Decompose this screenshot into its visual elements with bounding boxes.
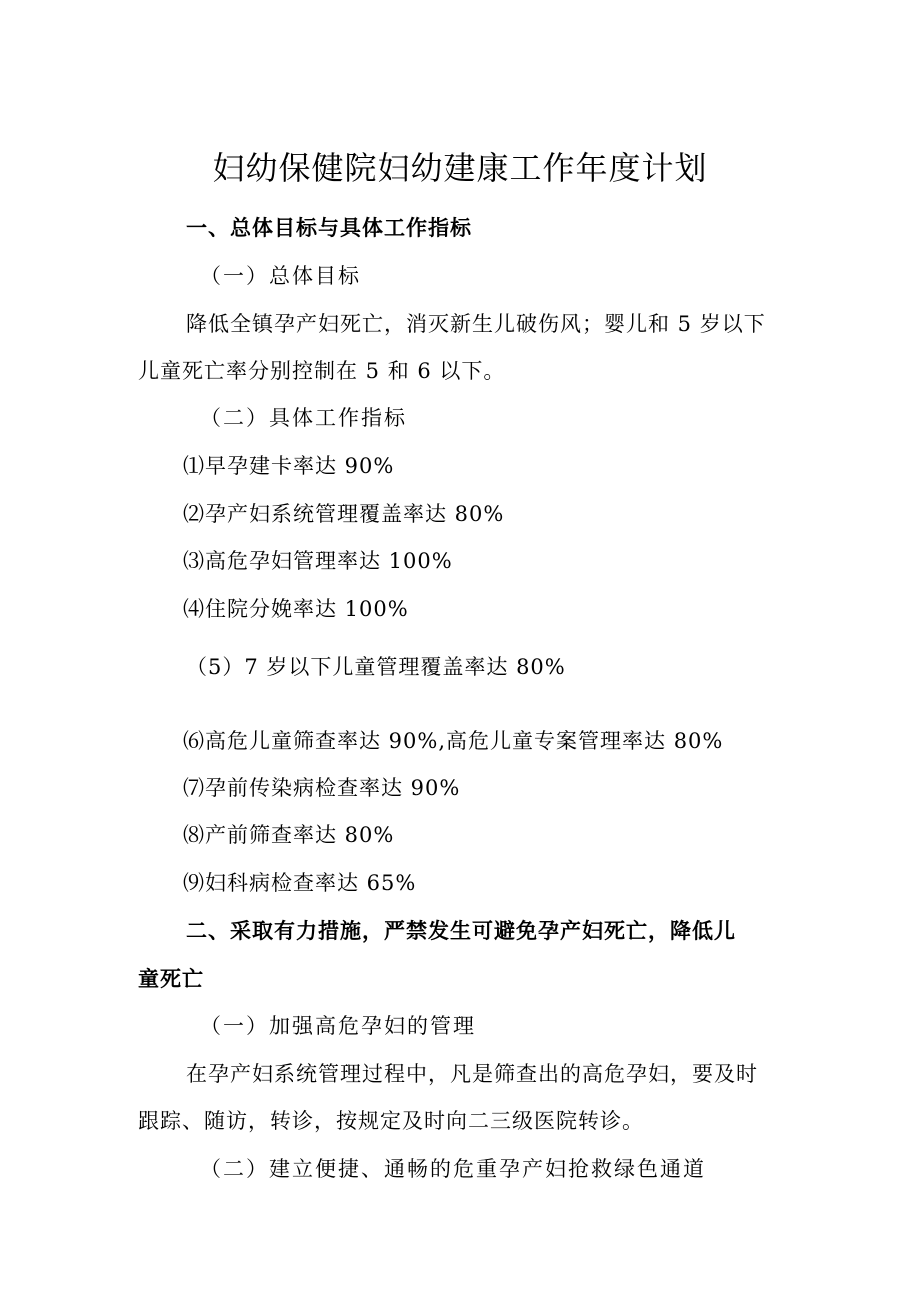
subheading-high-risk-management: （一）加强高危孕妇的管理 <box>200 1014 476 1038</box>
page-title: 妇幼保健院妇幼建康工作年度计划 <box>212 149 708 187</box>
subheading-overall-goal: （一）总体目标 <box>200 264 361 288</box>
section-heading-2: 二、采取有力措施，严禁发生可避免孕产妇死亡，降低儿 <box>186 919 736 943</box>
paragraph-line: 跟踪、随访，转诊，按规定及时向二三级医院转诊。 <box>138 1109 644 1133</box>
paragraph-line: 儿童死亡率分别控制在 5 和 6 以下。 <box>138 359 506 383</box>
subheading-work-indicators: （二）具体工作指标 <box>200 406 407 430</box>
list-item: ⑹高危儿童筛查率达 90%,高危儿童专案管理率达 80% <box>183 729 724 753</box>
list-item: ⑺孕前传染病检查率达 90% <box>183 776 461 800</box>
paragraph-line: 在孕产妇系统管理过程中，凡是筛查出的高危孕妇，要及时 <box>186 1062 758 1086</box>
list-item: ⑻产前筛查率达 80% <box>183 823 395 847</box>
list-item: ⑶高危孕妇管理率达 100% <box>183 549 453 573</box>
list-item: ⑷住院分娩率达 100% <box>183 597 409 621</box>
section-heading-2-continued: 童死亡 <box>138 967 204 991</box>
list-item: ⑼妇科病检查率达 65% <box>183 871 417 895</box>
subheading-green-channel: （二）建立便捷、通畅的危重孕产妇抢救绿色通道 <box>200 1157 706 1181</box>
list-item: （5）7 岁以下儿童管理覆盖率达 80% <box>186 655 566 679</box>
list-item: ⑵孕产妇系统管理覆盖率达 80% <box>183 502 505 526</box>
section-heading-1: 一、总体目标与具体工作指标 <box>186 216 472 240</box>
list-item: ⑴早孕建卡率达 90% <box>183 454 395 478</box>
paragraph-line: 降低全镇孕产妇死亡，消灭新生儿破伤风；婴儿和 5 岁以下 <box>186 312 766 336</box>
